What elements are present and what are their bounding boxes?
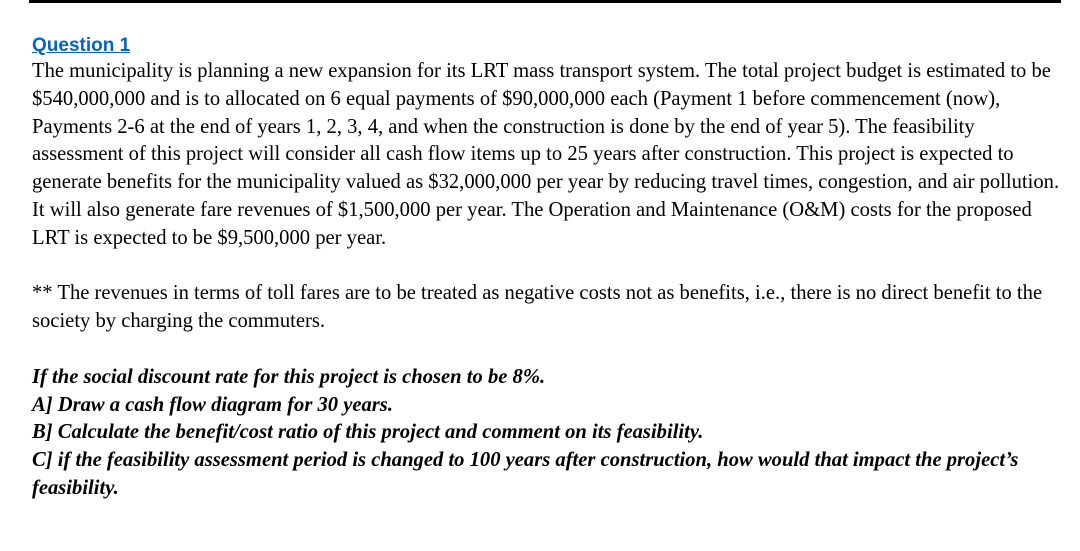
top-border-rule bbox=[29, 0, 1061, 3]
question-part-a: A] Draw a cash flow diagram for 30 years. bbox=[32, 393, 393, 416]
question-block bbox=[32, 34, 1068, 503]
question-part-c: C] if the feasibility assessment period is changed to 100 years after construction, how would that impact the project’s feasibility. bbox=[32, 449, 1019, 499]
question-title: Question 1 bbox=[32, 35, 131, 56]
paragraph-spacer bbox=[32, 253, 1068, 281]
problem-statement: The municipality is planning a new expansion for its LRT mass transport system. The total project budget is estimated to be $540,000,000 and is to allocated on 6 equal payments of $90,000,000 each (Payment 1 before commencement (now), Payments 2-6 at the end of years 1, 2, 3, 4, and when the construction is done by the end of year 5). The feasibility assessment of this project will consider all cash flow items up to 25 years after construction. This project is expected to generate benefits for the municipality valued as $32,000,000 per year by reducing travel times, congestion, and air pollution. It will also generate fare revenues of $1,500,000 per year. The Operation and Maintenance (O&M) costs for the proposed LRT is expected to be $9,500,000 per year. bbox=[32, 60, 1060, 249]
question-part-b: B] Calculate the benefit/cost ratio of this project and comment on its feasibility. bbox=[32, 421, 704, 444]
revenue-note: ** The revenues in terms of toll fares are to be treated as negative costs not as benefits, i.e., there is no direct benefit to the society by charging the commuters. bbox=[32, 282, 1043, 333]
discount-rate-statement: If the social discount rate for this project is chosen to be 8%. bbox=[32, 365, 546, 388]
paragraph-spacer bbox=[32, 336, 1068, 364]
